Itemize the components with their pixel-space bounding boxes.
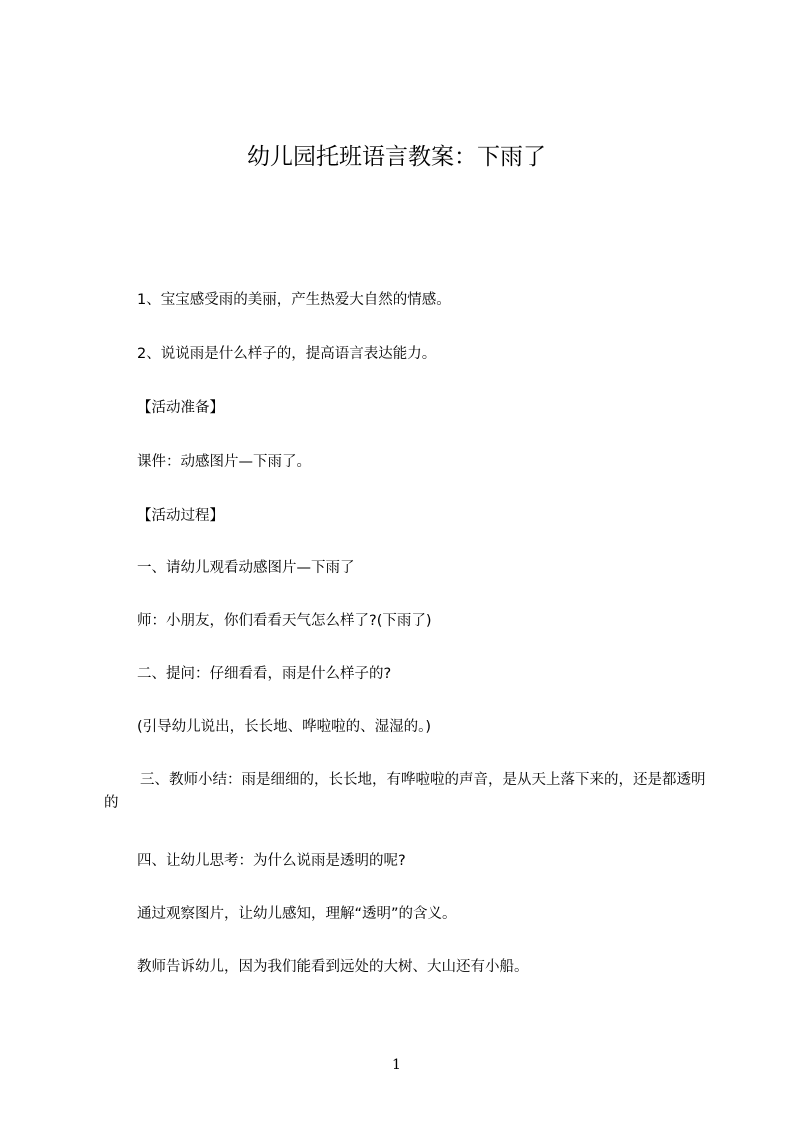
paragraph-step-2: 二、提问：仔细看看，雨是什么样子的? — [137, 666, 392, 682]
section-heading-preparation: 【活动准备】 — [137, 400, 224, 416]
paragraph-explanation: 教师告诉幼儿，因为我们能看到远处的大树、大山还有小船。 — [137, 959, 529, 975]
paragraph-step-3: 三、教师小结：雨是细细的，长长地，有哗啦啦的声音，是从天上落下来的，还是都透明的 — [104, 772, 706, 811]
paragraph-guidance: (引导幼儿说出，长长地、哗啦啦的、湿湿的。) — [137, 719, 432, 735]
paragraph-courseware: 课件：动感图片—下雨了。 — [137, 454, 311, 470]
paragraph-step-4: 四、让幼儿思考：为什么说雨是透明的呢? — [137, 853, 406, 869]
section-heading-process: 【活动过程】 — [137, 508, 224, 524]
page-number: 1 — [392, 1057, 401, 1073]
paragraph-observation: 通过观察图片，让幼儿感知，理解“透明”的含义。 — [137, 906, 457, 922]
paragraph-goal-1: 1、宝宝感受雨的美丽，产生热爱大自然的情感。 — [137, 292, 451, 308]
document-title: 幼儿园托班语言教案：下雨了 — [247, 144, 546, 170]
paragraph-teacher-question: 师：小朋友，你们看看天气怎么样了?(下雨了) — [137, 613, 432, 629]
paragraph-step-1: 一、请幼儿观看动感图片—下雨了 — [137, 560, 355, 576]
paragraph-goal-2: 2、说说雨是什么样子的，提高语言表达能力。 — [137, 346, 437, 362]
